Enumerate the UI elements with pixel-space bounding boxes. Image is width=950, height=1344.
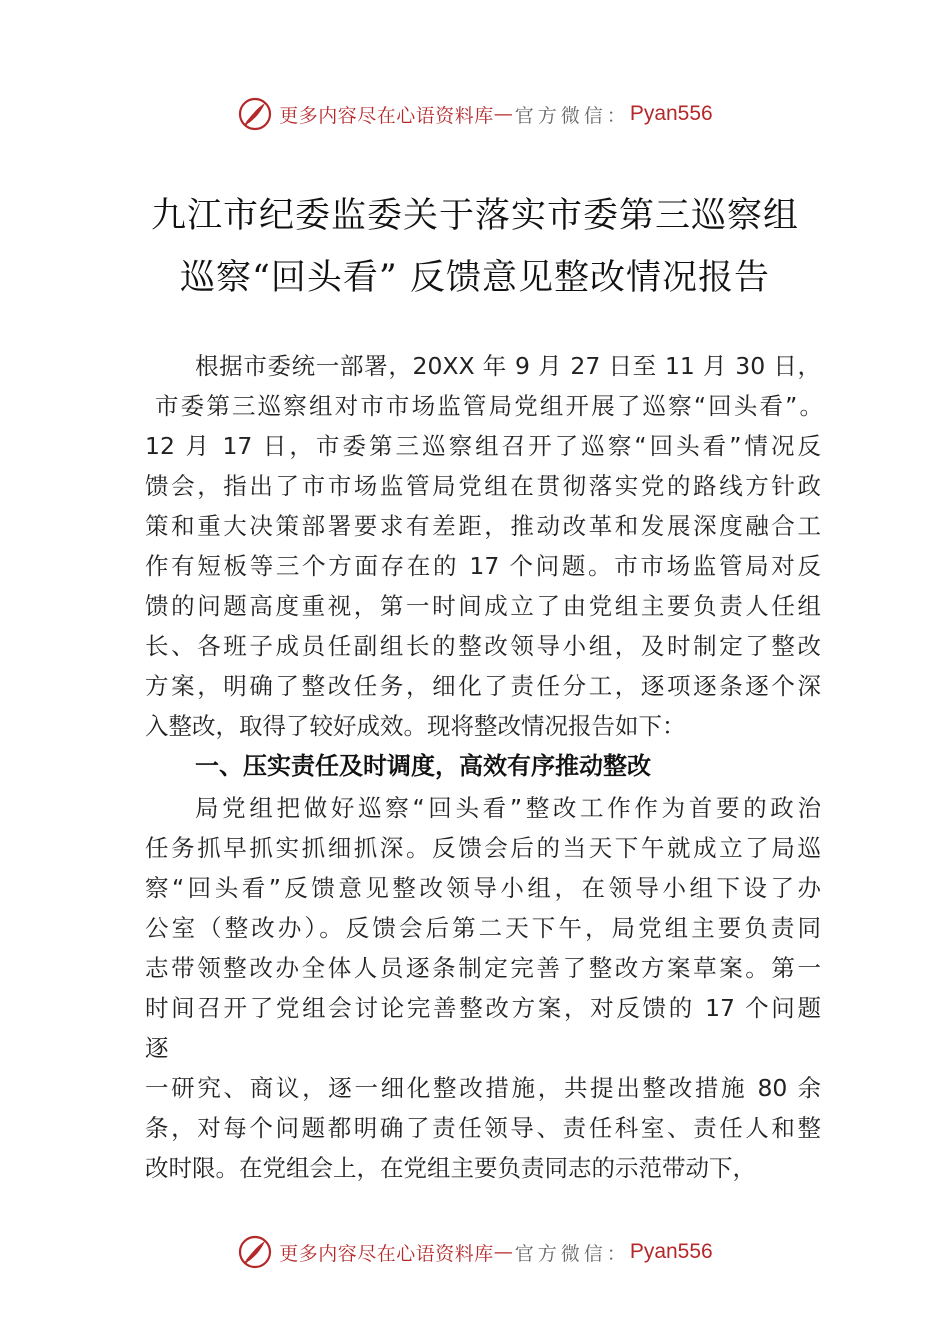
body-line: 12 月 17 日，市委第三巡察组召开了巡察“回头看”情况反: [145, 432, 821, 460]
banner-dash: —: [493, 103, 513, 125]
banner-brand-text: 更多内容尽在心语资料库: [279, 104, 494, 127]
body-line: 市委第三巡察组对市市场监管局党组开展了巡察“回头看”。: [155, 392, 823, 420]
body-line: 根据市委统一部署，20XX 年 9 月 27 日至 11 月 30 日，: [195, 352, 821, 380]
body-line: 时间召开了党组会讨论完善整改方案，对反馈的 17 个问题: [145, 994, 821, 1022]
body-line: 长、各班子成员任副组长的整改领导小组，及时制定了整改: [145, 632, 821, 660]
body-line: 公室（整改办）。反馈会后第二天下午，局党组主要负责同: [145, 914, 821, 942]
body-line: 馈会，指出了市市场监管局党组在贯彻落实党的路线方针政: [145, 472, 821, 500]
document-title-line-2: 巡察“回头看” 反馈意见整改情况报告: [180, 258, 770, 298]
body-line: 策和重大决策部署要求有差距，推动改革和发展深度融合工: [145, 512, 821, 540]
body-line: 改时限。在党组会上，在党组主要负责同志的示范带动下，: [145, 1154, 756, 1182]
banner-dash: —: [493, 1241, 513, 1263]
body-line: 条，对每个问题都明确了责任领导、责任科室、责任人和整: [145, 1114, 821, 1142]
body-line: 方案，明确了整改任务，细化了责任分工，逐项逐条逐个深: [145, 672, 821, 700]
banner-wechat-label: 官方微信：: [514, 104, 630, 127]
banner-wechat-id: Pyan556: [629, 102, 713, 125]
quill-pen-logo-icon: [237, 96, 273, 132]
banner-brand-text: 更多内容尽在心语资料库: [279, 1242, 494, 1265]
body-line: 局党组把做好巡察“回头看”整改工作作为首要的政治: [195, 794, 821, 822]
body-line: 志带领整改办全体人员逐条制定完善了整改方案草案。第一: [145, 954, 821, 982]
body-line: 任务抓早抓实抓细抓深。反馈会后的当天下午就成立了局巡: [145, 834, 821, 862]
banner-wechat-id: Pyan556: [629, 1240, 713, 1263]
document-title-line-1: 九江市纪委监委关于落实市委第三巡察组: [150, 196, 799, 236]
body-line: 一研究、商议，逐一细化整改措施，共提出整改措施 80 余: [145, 1074, 821, 1102]
body-line: 馈的问题高度重视，第一时间成立了由党组主要负责人任组: [145, 592, 821, 620]
body-line: 察“回头看”反馈意见整改领导小组，在领导小组下设了办: [145, 874, 821, 902]
quill-pen-logo-icon: [237, 1234, 273, 1270]
footer-banner: [0, 1232, 950, 1272]
header-banner: [0, 94, 950, 134]
body-line: 逐: [145, 1034, 169, 1062]
body-line: 作有短板等三个方面存在的 17 个问题。市市场监管局对反: [145, 552, 821, 580]
banner-wechat-label: 官方微信：: [514, 1242, 630, 1265]
body-line: 入整改，取得了较好成效。现将整改情况报告如下：: [145, 712, 686, 740]
section-heading: 一、压实责任及时调度，高效有序推动整改: [195, 752, 651, 780]
